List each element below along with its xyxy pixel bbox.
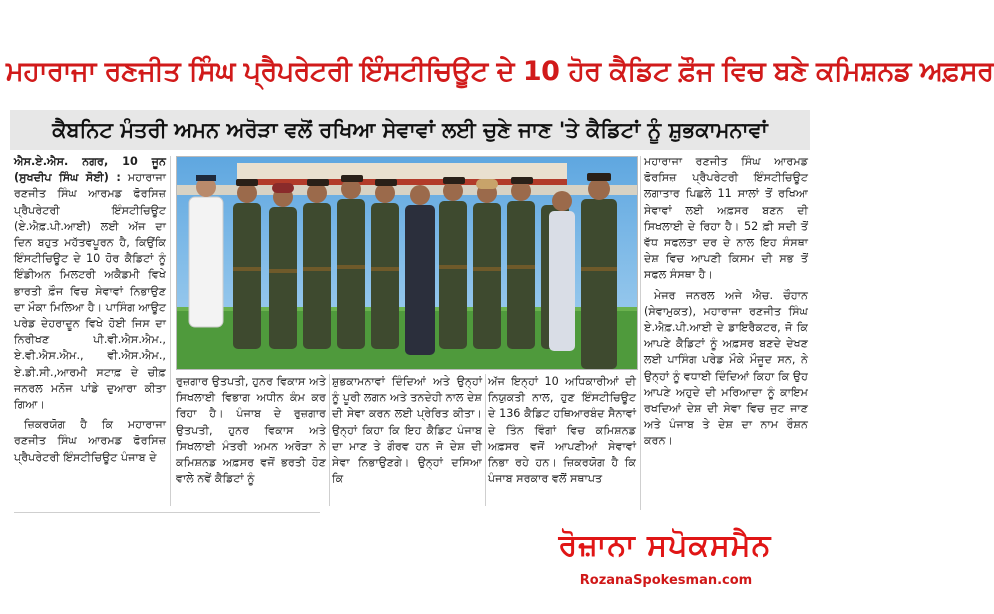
column-1-text: ਮਹਾਰਾਜਾ ਰਣਜੀਤ ਸਿੰਘ ਆਰਮਡ ਫੋਰਸਿਜ਼ ਪ੍ਰੈਪਰੇਟਰੀ ਇੰਸਟੀਚਿਊਟ (ਏ.ਐਫ਼.ਪੀ.ਆਈ) ਲਈ ਅੱਜ ਦਾ ਦਿਨ ਬਹੁਤ ਮਹੱਤਵਪੂਰਨ ਹੈ, ਕਿਉਂਕਿ ਇੰਸਟੀਚਿਊਟ ਦੇ 10 ਹੋਰ ਕੈਡਿਟਾਂ ਨੂੰ ਇੰਡੀਅਨ ਮਿਲਟਰੀ ਅਕੈਡਮੀ ਵਿਖੇ ਭਾਰਤੀ ਫ਼ੌਜ ਵਿਚ ਸੇਵਾਵਾਂ ਨਿਭਾਉਣ ਦਾ ਮੌਕਾ ਮਿਲਿਆ ਹੈ। ਪਾਸਿੰਗ ਆਊਟ ਪਰੇਡ ਦੇਹਰਾਦੂਨ ਵਿਖੇ ਹੋਈ ਜਿਸ ਦਾ ਨਿਰੀਖਣ ਪੀ.ਵੀ.ਐਸ.ਐਮ., ਏ.ਵੀ.ਐਸ.ਐਮ., ਵੀ.ਐਸ.ਐਮ., ਏ.ਡੀ.ਸੀ.,ਆਰਮੀ ਸਟਾਫ਼ ਦੇ ਚੀਫ਼ ਜਨਰਲ ਮਨੋਜ ਪਾਂਡੇ ਦੁਆਰਾ ਕੀਤਾ ਗਿਆ। bbox=[14, 171, 166, 412]
article-bottom-rule bbox=[14, 512, 320, 513]
column-5-text-2: ਮੇਜਰ ਜਨਰਲ ਅਜੇ ਐਚ. ਚੌਹਾਨ (ਸੇਵਾਮੁਕਤ), ਮਹਾਰਾਜਾ ਰਣਜੀਤ ਸਿੰਘ ਏ.ਐਫ਼.ਪੀ.ਆਈ ਦੇ ਡਾਇਰੈਕਟਰ, ਜੋ ਕਿ ਆਪਣੇ ਕੈਡਿਟਾਂ ਨੂੰ ਅਫ਼ਸਰ ਬਣਦੇ ਦੇਖਣ ਲਈ ਪਾਸਿੰਗ ਪਰੇਡ ਮੌਕੇ ਮੌਜੂਦ ਸਨ, ਨੇ ਉਨ੍ਹਾਂ ਨੂੰ ਵਧਾਈ ਦਿੰਦਿਆਂ ਕਿਹਾ ਕਿ ਉਹ ਆਪਣੇ ਅਹੁਦੇ ਦੀ ਮਰਿਆਦਾ ਨੂੰ ਕਾਇਮ ਰਖਦਿਆਂ ਦੇਸ਼ ਦੀ ਸੇਵਾ ਵਿਚ ਜੁਟ ਜਾਣ ਅਤੇ ਪੰਜਾਬ ਤੇ ਦੇਸ਼ ਦਾ ਨਾਮ ਰੌਸ਼ਨ ਕਰਨ। bbox=[644, 288, 808, 448]
article-column-4 bbox=[488, 374, 636, 506]
newspaper-masthead: ਰੋਜ਼ਾਨਾ ਸਪੋਕਸਮੈਨ bbox=[558, 528, 772, 563]
column-1-text-2: ਜ਼ਿਕਰਯੋਗ ਹੈ ਕਿ ਮਹਾਰਾਜਾ ਰਣਜੀਤ ਸਿੰਘ ਆਰਮਡ ਫੋਰਸਿਜ਼ ਪ੍ਰੈਪਰੇਟਰੀ ਇੰਸਟੀਚਿਊਟ ਪੰਜਾਬ ਦੇ bbox=[14, 418, 166, 464]
column-2-text: ਰੁਜ਼ਗਾਰ ਉਤਪਤੀ, ਹੁਨਰ ਵਿਕਾਸ ਅਤੇ ਸਿਖਲਾਈ ਵਿਭਾਗ ਅਧੀਨ ਕੰਮ ਕਰ ਰਿਹਾ ਹੈ। ਪੰਜਾਬ ਦੇ ਰੁਜ਼ਗਾਰ ਉਤਪਤੀ, ਹੁਨਰ ਵਿਕਾਸ ਅਤੇ ਸਿਖਲਾਈ ਮੰਤਰੀ ਅਮਨ ਅਰੋੜਾ ਨੇ ਕਮਿਸ਼ਨਡ ਅਫ਼ਸਰ ਵਜੋਂ ਭਰਤੀ ਹੋਣ ਵਾਲੇ ਨਵੇਂ ਕੈਡਿਟਾਂ ਨੂੰ bbox=[176, 375, 326, 486]
article-column-1 bbox=[14, 154, 166, 508]
byline: ਐਸ.ਏ.ਐਸ. ਨਗਰ, 10 ਜੂਨ (ਸੁਖਦੀਪ ਸਿੰਘ ਸੋਈ) : bbox=[14, 155, 166, 185]
article-column-2 bbox=[176, 374, 326, 506]
article-column-5 bbox=[644, 154, 808, 510]
subheadline: ਕੈਬਨਿਟ ਮੰਤਰੀ ਅਮਨ ਅਰੋੜਾ ਵਲੋਂ ਰਖਿਆ ਸੇਵਾਵਾਂ ਲਈ ਚੁਣੇ ਜਾਣ 'ਤੇ ਕੈਡਿਟਾਂ ਨੂੰ ਸ਼ੁਭਕਾਮਨਾਵਾਂ bbox=[10, 110, 810, 150]
headline: ਮਹਾਰਾਜਾ ਰਣਜੀਤ ਸਿੰਘ ਪ੍ਰੈਪਰੇਟਰੀ ਇੰਸਟੀਚਿਊਟ ਦੇ 10 ਹੋਰ ਕੈਡਿਟ ਫ਼ੌਜ ਵਿਚ ਬਣੇ ਕਮਿਸ਼ਨਡ ਅਫ਼ਸਰ bbox=[6, 56, 994, 87]
column-divider bbox=[329, 374, 330, 506]
news-photo bbox=[176, 156, 638, 370]
column-4-text: ਅੱਜ ਇਨ੍ਹਾਂ 10 ਅਧਿਕਾਰੀਆਂ ਦੀ ਨਿਯੁਕਤੀ ਨਾਲ, ਹੁਣ ਇੰਸਟੀਚਿਊਟ ਦੇ 136 ਕੈਡਿਟ ਹਥਿਆਰਬੰਦ ਸੈਨਾਵਾਂ ਦੇ ਤਿੰਨ ਵਿੰਗਾਂ ਵਿਚ ਕਮਿਸ਼ਨਡ ਅਫ਼ਸਰ ਵਜੋਂ ਆਪਣੀਆਂ ਸੇਵਾਵਾਂ ਨਿਭਾ ਰਹੇ ਹਨ। ਜ਼ਿਕਰਯੋਗ ਹੈ ਕਿ ਪੰਜਾਬ ਸਰਕਾਰ ਵਲੋਂ ਸਥਾਪਤ bbox=[488, 375, 636, 486]
column-5-text: ਮਹਾਰਾਜਾ ਰਣਜੀਤ ਸਿੰਘ ਆਰਮਡ ਫੋਰਸਿਜ਼ ਪ੍ਰੈਪਰੇਟਰੀ ਇੰਸਟੀਚਿਊਟ ਲਗਾਤਾਰ ਪਿਛਲੇ 11 ਸਾਲਾਂ ਤੋਂ ਰਖਿਆ ਸੇਵਾਵਾਂ ਲਈ ਅਫ਼ਸਰ ਬਣਨ ਦੀ ਸਿਖਲਾਈ ਦੇ ਰਿਹਾ ਹੈ। 52 ਫ਼ੀ ਸਦੀ ਤੋਂ ਵੱਧ ਸਫਲਤਾ ਦਰ ਦੇ ਨਾਲ ਇਹ ਸੰਸਥਾ ਦੇਸ਼ ਵਿਚ ਆਪਣੀ ਕਿਸਮ ਦੀ ਸਭ ਤੋਂ ਸਫਲ ਸੰਸਥਾ ਹੈ। bbox=[644, 155, 808, 282]
website-url: RozanaSpokesman.com bbox=[579, 573, 753, 588]
cadets-group-photo bbox=[177, 157, 637, 369]
column-divider bbox=[170, 156, 171, 506]
column-divider bbox=[485, 374, 486, 506]
column-divider bbox=[640, 156, 641, 510]
column-3-text: ਸ਼ੁਭਕਾਮਨਾਵਾਂ ਦਿੰਦਿਆਂ ਅਤੇ ਉਨ੍ਹਾਂ ਨੂੰ ਪੂਰੀ ਲਗਨ ਅਤੇ ਤਨਦੇਹੀ ਨਾਲ ਦੇਸ਼ ਦੀ ਸੇਵਾ ਕਰਨ ਲਈ ਪ੍ਰੇਰਿਤ ਕੀਤਾ। ਉਨ੍ਹਾਂ ਕਿਹਾ ਕਿ ਇਹ ਕੈਡਿਟ ਪੰਜਾਬ ਦਾ ਮਾਣ ਤੇ ਗੌਰਵ ਹਨ ਜੋ ਦੇਸ਼ ਦੀ ਸੇਵਾ ਨਿਭਾਉਣਗੇ। ਉਨ੍ਹਾਂ ਦਸਿਆ ਕਿ bbox=[332, 375, 482, 486]
article-column-3 bbox=[332, 374, 482, 506]
